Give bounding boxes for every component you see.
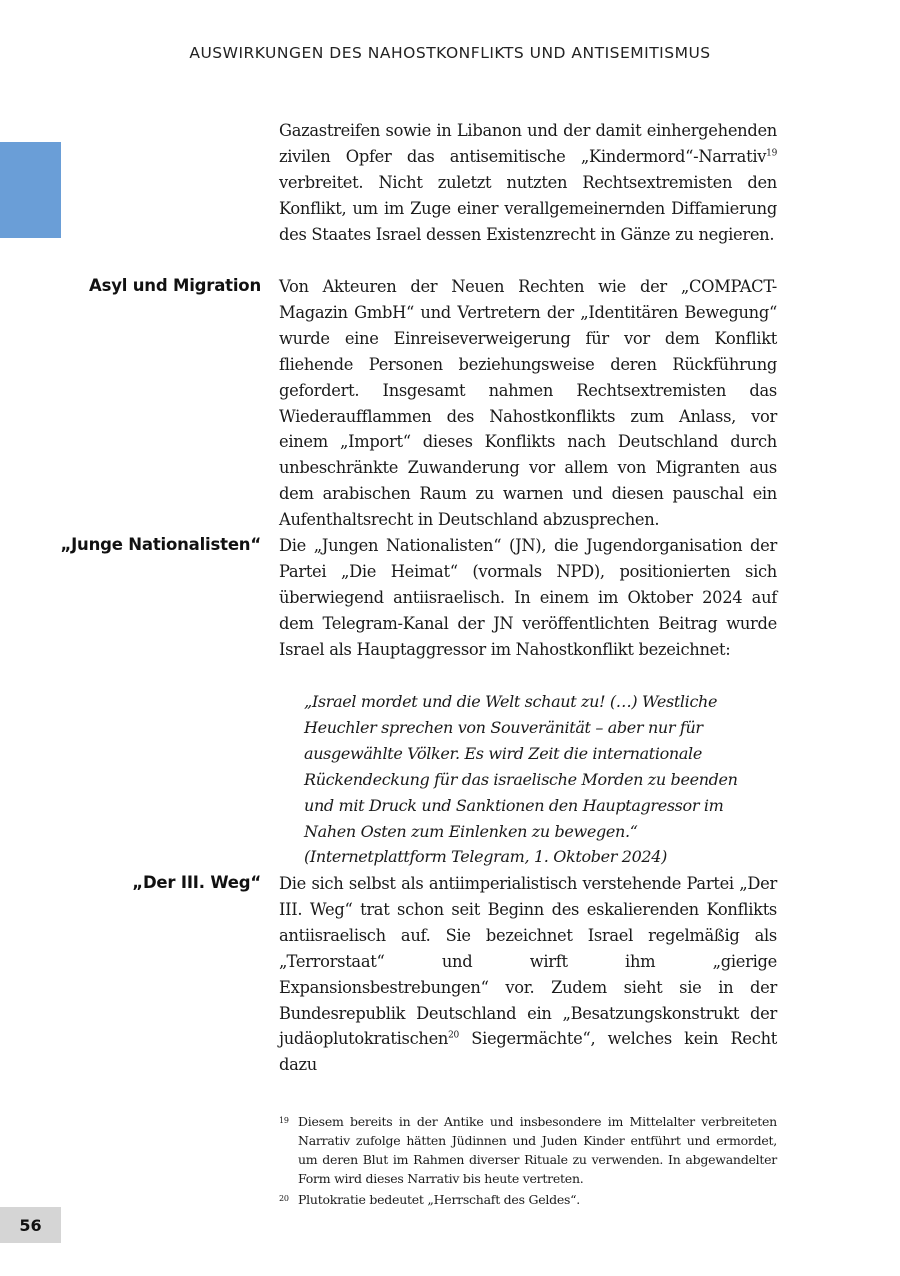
paragraph-jn: Die „Jungen Nationalisten“ (JN), die Jugendorganisation der Partei „Die Heimat“ (vormals NPD), positionierten sich überwiegend antiisraelisch. In einem im Oktober 2024 auf dem Telegram-Kanal der JN veröffentlichten Beitrag wurde Israel als Hauptaggressor im Nahostkonflikt bezeichnet: xyxy=(279,536,777,659)
footnote-20 xyxy=(279,1190,777,1209)
quote-text: „Israel mordet und die Welt schaut zu! (…) Westliche Heuchler sprechen von Souveränität – aber nur für ausgewählte Völker. Es wird Zeit die internationale Rückendeckung für das israelische Morden zu beenden und mit Druck und Sanktionen den Hauptagressor im Nahen Osten zum Einlenken zu bewegen.“ xyxy=(304,692,738,841)
footnote-19 xyxy=(279,1112,777,1188)
paragraph-weg-text-2: Siegermächte“, welches kein Recht dazu xyxy=(279,1029,777,1075)
footnotes xyxy=(279,1112,777,1211)
paragraph-intro-text-2: verbreitet. Nicht zuletzt nutzten Rechtsextremisten den Konflikt, um im Zuge einer verallgemeinernden Diffamierung des Staates Israel dessen Existenzrecht in Gänze zu negieren. xyxy=(279,172,777,244)
page-number: 56 xyxy=(0,1207,61,1243)
margin-label-jn: „Junge Nationalisten“ xyxy=(60,535,261,554)
footnote-number: 19 xyxy=(279,1116,289,1125)
footnote-text: Plutokratie bedeutet „Herrschaft des Geldes“. xyxy=(298,1192,581,1207)
quote-source: (Internetplattform Telegram, 1. Oktober 2024) xyxy=(304,847,667,867)
block-quote xyxy=(304,689,752,870)
paragraph-intro-text-1: Gazastreifen sowie in Libanon und der damit einhergehenden zivilen Opfer das antisemitische „Kindermord“-Narrativ xyxy=(279,121,777,166)
paragraph-intro xyxy=(279,118,777,248)
footnote-text: Diesem bereits in der Antike und insbesondere im Mittelalter verbreiteten Narrativ zufolge hätten Jüdinnen und Juden Kinder entführt und ermordet, um deren Blut im Rahmen diverser Rituale zu verwenden. In abgewandelter Form wird dieses Narrativ bis heute vertreten. xyxy=(298,1114,777,1186)
paragraph-asyl: Von Akteuren der Neuen Rechten wie der „COMPACT-Magazin GmbH“ und Vertretern der „Identitären Bewegung“ wurde eine Einreiseverweigerung für vor dem Konflikt fliehende Personen beziehungsweise deren Rückführung gefordert. Insgesamt nahmen Rechtsextremisten das Wiederaufflammen des Nahostkonflikts zum Anlass, vor einem „Import“ dieses Konflikts nach Deutschland durch unbeschränkte Zuwanderung vor allem von Migranten aus dem arabischen Raum zu warnen und diesen pauschal ein Aufenthaltsrecht in Deutschland abzusprechen. xyxy=(279,277,777,530)
paragraph-weg-text-1: Die sich selbst als antiimperialistisch verstehende Partei „Der III. Weg“ trat schon seit Beginn des eskalierenden Konflikts antiisraelisch auf. Sie bezeichnet Israel regelmäßig als „Terrorstaat“ und wirft ihm „gierige Expansionsbestrebungen“ vor. Zudem sieht sie in der Bundesrepublik Deutschland ein „Besatzungskonstrukt der judäoplutokratischen xyxy=(279,874,777,1049)
margin-label-asyl: Asyl und Migration xyxy=(89,276,261,295)
footnote-ref-19[interactable]: 19 xyxy=(766,148,777,159)
paragraph-weg xyxy=(279,871,777,1078)
footnote-ref-20[interactable]: 20 xyxy=(448,1031,459,1042)
running-header: AUSWIRKUNGEN DES NAHOSTKONFLIKTS UND ANTISEMITISMUS xyxy=(189,44,711,62)
footnote-number: 20 xyxy=(279,1194,289,1203)
margin-label-weg: „Der III. Weg“ xyxy=(132,873,261,892)
chapter-color-tab xyxy=(0,142,61,238)
